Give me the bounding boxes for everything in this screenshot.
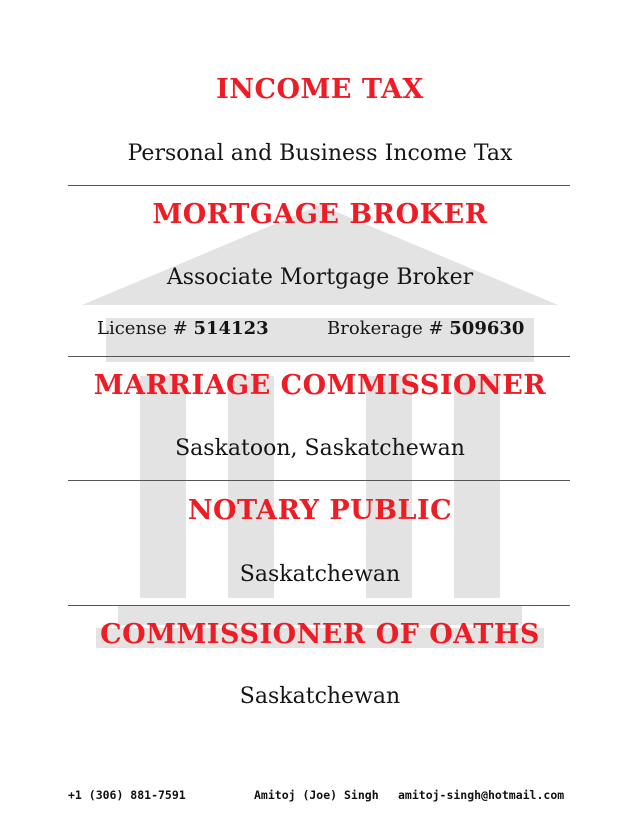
divider: [68, 605, 570, 606]
license-label: License #: [97, 318, 188, 339]
divider: [68, 356, 570, 357]
brokerage-label: Brokerage #: [327, 318, 444, 339]
heading-commissioner-of-oaths: COMMISSIONER OF OATHS: [100, 619, 540, 650]
footer: [0, 785, 640, 805]
divider: [68, 480, 570, 481]
license-row: [0, 316, 640, 342]
heading-mortgage-broker: MORTGAGE BROKER: [152, 199, 488, 230]
subtitle-marriage-commissioner: Saskatoon, Saskatchewan: [175, 436, 465, 461]
footer-phone: +1 (306) 881-7591: [68, 788, 186, 802]
subtitle-commissioner-of-oaths: Saskatchewan: [239, 684, 401, 709]
subtitle-notary-public: Saskatchewan: [239, 562, 401, 587]
subtitle-income-tax: Personal and Business Income Tax: [127, 141, 513, 166]
brokerage-info: [327, 316, 524, 342]
heading-notary-public: NOTARY PUBLIC: [187, 495, 453, 526]
subtitle-mortgage-broker: Associate Mortgage Broker: [166, 265, 474, 290]
divider: [68, 185, 570, 186]
footer-name: Amitoj (Joe) Singh: [254, 788, 379, 802]
heading-marriage-commissioner: MARRIAGE COMMISSIONER: [93, 370, 547, 401]
brokerage-number: 509630: [449, 318, 525, 339]
license-info: [97, 316, 269, 342]
footer-email: amitoj-singh@hotmail.com: [398, 788, 565, 802]
license-number: 514123: [193, 318, 269, 339]
heading-income-tax: INCOME TAX: [216, 74, 424, 105]
